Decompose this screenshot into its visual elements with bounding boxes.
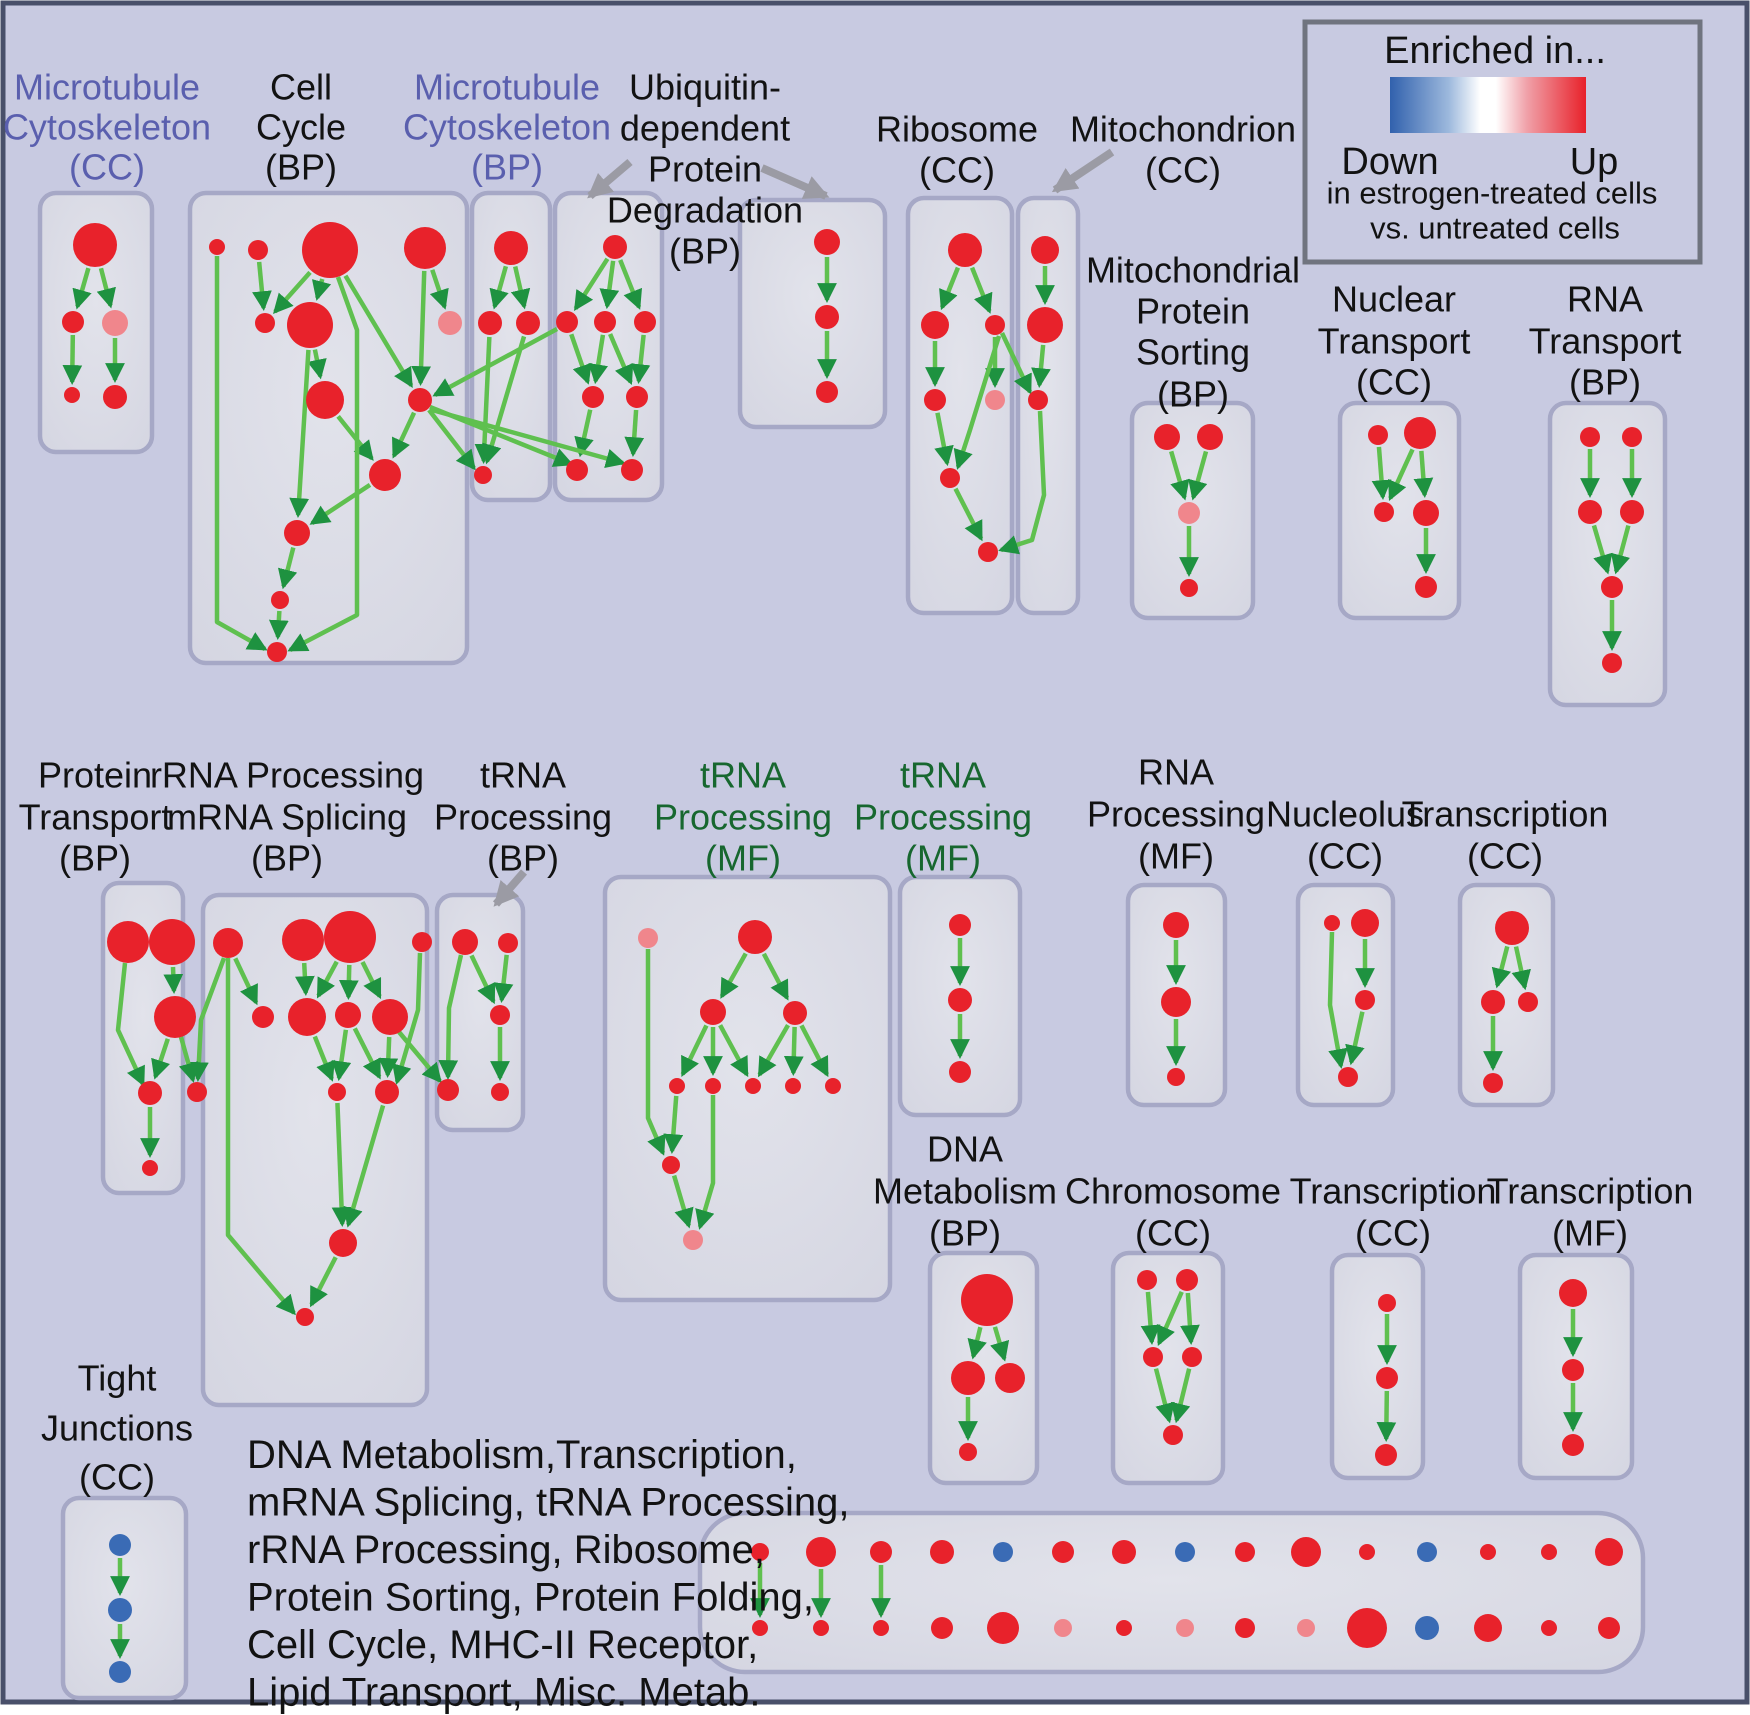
go-term-node-red (1620, 500, 1644, 524)
go-term-node-red (1338, 1067, 1358, 1087)
cluster-label-ubiquitin-degradation-bp-network: (BP) (669, 230, 741, 272)
go-term-node-red (154, 996, 196, 1038)
go-term-node-red (949, 914, 971, 936)
go-term-node-red (1518, 992, 1538, 1012)
cluster-label-rna-transport-bp: RNA (1566, 278, 1644, 320)
go-term-node-red (306, 381, 344, 419)
go-term-node-red (785, 1078, 801, 1094)
cluster-label-rna-processing-mf: Processing (1086, 793, 1266, 835)
go-term-node-red (705, 1078, 721, 1094)
cluster-label-protein-transport-bp: Transport (18, 796, 172, 838)
legend-subtitle-line1: in estrogen-treated cells (1326, 175, 1658, 211)
edge-trna-processing-mf-large (793, 1027, 794, 1073)
cluster-label-rna-transport-bp: (BP) (1569, 361, 1641, 403)
go-term-node-red (490, 1005, 510, 1025)
footer-term-list-line: Protein Sorting, Protein Folding, (247, 1575, 814, 1620)
go-term-node-red (1154, 424, 1180, 450)
cluster-label-trna-processing-mf-small: (MF) (905, 837, 981, 879)
go-term-node-blue (108, 1598, 132, 1622)
go-term-node-red (1235, 1542, 1255, 1562)
cluster-label-nucleolus-cc: Nucleolus (1265, 793, 1425, 835)
go-term-node-red (1031, 236, 1059, 264)
go-term-node-red (1235, 1618, 1255, 1638)
go-term-node-red (1167, 1068, 1185, 1086)
edge-ubiquitin-degradation-bp-network (633, 410, 636, 454)
cluster-label-trna-processing-mf-large: Processing (653, 796, 833, 838)
go-term-node-red (1580, 427, 1600, 447)
go-term-node-red (566, 459, 588, 481)
cluster-label-trna-processing-mf-small: tRNA (899, 754, 987, 796)
go-term-node-red (995, 1363, 1025, 1393)
cluster-label-dna-metabolism-bp: Metabolism (872, 1170, 1058, 1212)
cluster-label-rna-processing-mf: (MF) (1138, 835, 1214, 877)
edge-protein-transport-bp (173, 967, 174, 991)
go-term-node-red (1474, 1614, 1502, 1642)
cluster-label-nuclear-transport-cc: Nuclear (1331, 278, 1457, 320)
go-term-node-red (1197, 424, 1223, 450)
go-term-node-red (556, 311, 578, 333)
go-term-node-red (1541, 1544, 1557, 1560)
cluster-label-tight-junctions-cc: (CC) (79, 1456, 155, 1498)
go-term-node-red (142, 1160, 158, 1176)
go-term-node-red (209, 239, 225, 255)
go-term-node-red (149, 919, 195, 965)
go-term-node-red (1481, 990, 1505, 1014)
cluster-box-nuclear-transport-cc (1340, 403, 1459, 618)
go-term-node-red (252, 1006, 274, 1028)
go-term-node-red (474, 466, 492, 484)
go-term-node-red (814, 229, 840, 255)
go-term-node-red (813, 1620, 829, 1636)
cluster-label-cell-cycle-bp: Cell (269, 66, 333, 108)
go-term-node-blue (1415, 1616, 1439, 1640)
go-term-node-red (1415, 576, 1437, 598)
edge-cell-cycle-bp (278, 611, 280, 637)
cluster-label-ribosome-cc: (CC) (919, 149, 995, 191)
go-term-node-pink (683, 1230, 703, 1250)
go-term-node-red (1495, 911, 1529, 945)
cluster-label-ubiquitin-degradation-bp-network: dependent (619, 107, 791, 149)
go-term-node-red (491, 1083, 509, 1101)
go-term-node-red (64, 387, 80, 403)
go-term-node-red (404, 227, 446, 269)
edge-microtubule-cytoskeleton-cc (72, 335, 73, 382)
cluster-label-mitochondrial-protein-sorting-bp: Protein (1135, 290, 1251, 332)
go-term-node-red (1028, 390, 1048, 410)
cluster-label-microtubule-cytoskeleton-cc: Microtubule (13, 66, 201, 108)
go-term-node-pink (1054, 1619, 1072, 1637)
go-term-node-red (959, 1443, 977, 1461)
go-term-node-red (213, 928, 243, 958)
go-term-node-red (985, 315, 1005, 335)
go-term-node-red (372, 999, 408, 1035)
go-term-node-red (1483, 1073, 1503, 1093)
footer-term-list-line: Lipid Transport, Misc. Metab. (247, 1670, 761, 1715)
go-term-node-red (940, 468, 960, 488)
go-term-node-red (1324, 915, 1340, 931)
cluster-label-ribosome-cc: Ribosome (875, 108, 1039, 150)
cluster-label-trna-processing-bp: Processing (433, 796, 613, 838)
cluster-label-protein-transport-bp: (BP) (59, 837, 131, 879)
go-term-node-red (1562, 1434, 1584, 1456)
go-term-node-red (288, 998, 326, 1036)
go-term-node-red (1376, 1367, 1398, 1389)
go-term-node-blue (1417, 1542, 1437, 1562)
go-term-node-red (783, 1001, 807, 1025)
cluster-label-mitochondrial-protein-sorting-bp: Sorting (1135, 331, 1251, 373)
go-term-node-red (1602, 653, 1622, 673)
go-term-node-red (324, 911, 376, 963)
go-term-node-red (73, 223, 117, 267)
go-term-node-red (1163, 912, 1189, 938)
go-term-node-red (1595, 1538, 1623, 1566)
legend-title: Enriched in... (1384, 30, 1606, 72)
cluster-label-cell-cycle-bp: (BP) (265, 146, 337, 188)
cluster-box-chromosome-cc (1113, 1253, 1223, 1483)
go-term-node-red (62, 311, 84, 333)
go-term-node-red (930, 1540, 954, 1564)
go-term-node-red (1176, 1269, 1198, 1291)
go-term-node-red (271, 591, 289, 609)
cluster-label-rrna-processing-mrna-splicing-bp: mRNA Splicing (166, 796, 408, 838)
go-term-node-red (412, 932, 432, 952)
go-term-node-red (1027, 307, 1063, 343)
go-term-node-red (375, 1080, 399, 1104)
go-term-node-red (1137, 1270, 1157, 1290)
cluster-label-trna-processing-mf-small: Processing (853, 796, 1033, 838)
go-term-node-red (1182, 1347, 1202, 1367)
go-term-node-red (948, 233, 982, 267)
go-term-node-pink (1297, 1619, 1315, 1637)
go-term-node-red (621, 459, 643, 481)
go-term-node-red (1374, 502, 1394, 522)
go-term-node-red (1143, 1347, 1163, 1367)
go-term-node-red (1578, 500, 1602, 524)
go-term-node-blue (109, 1534, 131, 1556)
go-term-node-red (948, 988, 972, 1012)
go-term-node-red (825, 1078, 841, 1094)
go-term-node-red (516, 311, 540, 335)
cluster-box-rrna-processing-mrna-splicing-bp (203, 895, 427, 1405)
cluster-label-ubiquitin-degradation-bp-network: Protein (647, 148, 763, 190)
go-term-node-red (1480, 1544, 1496, 1560)
cluster-label-transcription-cc-upper: Transcription (1401, 793, 1609, 835)
legend-up-label: Up (1569, 141, 1619, 183)
cluster-label-nuclear-transport-cc: (CC) (1356, 361, 1432, 403)
go-term-node-pink (1178, 502, 1200, 524)
cluster-box-ubiquitin-degradation-bp-chain (740, 200, 885, 427)
go-term-node-pink (438, 311, 462, 335)
go-term-node-red (815, 305, 839, 329)
go-term-node-red (478, 311, 502, 335)
cluster-label-ubiquitin-degradation-bp-network: Degradation (606, 189, 804, 231)
cluster-label-protein-transport-bp: Protein (37, 754, 153, 796)
go-term-node-red (1413, 500, 1439, 526)
go-term-node-red (873, 1620, 889, 1636)
go-term-node-red (494, 231, 528, 265)
go-term-node-red (924, 389, 946, 411)
legend-down-label: Down (1341, 141, 1439, 183)
go-term-node-red (1180, 579, 1198, 597)
go-term-node-red (594, 311, 616, 333)
go-term-node-red (603, 235, 627, 259)
go-term-node-pink (985, 390, 1005, 410)
go-term-node-red (700, 999, 726, 1025)
go-term-node-red (107, 921, 149, 963)
go-term-node-red (103, 385, 127, 409)
cluster-label-nuclear-transport-cc: Transport (1317, 320, 1471, 362)
cluster-label-mitochondrial-protein-sorting-bp: Mitochondrial (1085, 249, 1301, 291)
footer-term-list-line: Cell Cycle, MHC-II Receptor, (247, 1623, 759, 1667)
footer-term-list-line: mRNA Splicing, tRNA Processing, (247, 1480, 850, 1525)
go-term-node-blue (109, 1661, 131, 1683)
go-term-node-red (921, 311, 949, 339)
cluster-label-tight-junctions-cc: Tight (77, 1357, 157, 1399)
cluster-label-trna-processing-mf-large: (MF) (705, 837, 781, 879)
go-term-node-red (738, 920, 772, 954)
cluster-label-mitochondrion-cc: Mitochondrion (1069, 108, 1297, 150)
go-term-node-red (1291, 1537, 1321, 1567)
cluster-label-transcription-cc-upper: (CC) (1467, 835, 1543, 877)
go-term-node-red (452, 929, 478, 955)
cluster-label-ubiquitin-degradation-bp-network: Ubiquitin- (628, 66, 782, 108)
go-term-node-red (1368, 425, 1388, 445)
cluster-label-trna-processing-bp: (BP) (487, 837, 559, 879)
go-term-node-red (870, 1541, 892, 1563)
cluster-label-microtubule-cytoskeleton-bp: Cytoskeleton (402, 106, 612, 148)
go-term-node-red (1161, 987, 1191, 1017)
go-term-node-red (745, 1078, 761, 1094)
cluster-label-tight-junctions-cc: Junctions (40, 1407, 194, 1449)
go-term-node-red (284, 520, 310, 546)
go-term-node-red (806, 1537, 836, 1567)
go-term-node-red (287, 302, 333, 348)
legend-subtitle-line2: vs. untreated cells (1370, 210, 1620, 246)
edge-rrna-processing-mrna-splicing-bp (304, 963, 306, 993)
go-term-node-red (296, 1308, 314, 1326)
edge-rrna-processing-mrna-splicing-bp (388, 1037, 390, 1075)
go-term-node-red (1601, 576, 1623, 598)
go-term-node-red (369, 459, 401, 491)
cluster-label-mitochondrion-cc: (CC) (1145, 149, 1221, 191)
go-term-node-red (949, 1061, 971, 1083)
edge-transcription-cc-lower (1386, 1391, 1387, 1439)
go-term-node-blue (993, 1542, 1013, 1562)
cluster-box-misc-terms (700, 1513, 1643, 1672)
cluster-label-chromosome-cc: (CC) (1135, 1212, 1211, 1254)
go-term-node-red (408, 388, 432, 412)
go-term-node-red (978, 542, 998, 562)
go-term-node-red (248, 240, 268, 260)
go-term-node-red (255, 313, 275, 333)
cluster-label-rna-processing-mf: RNA (1137, 751, 1215, 793)
cluster-box-transcription-cc-lower (1332, 1255, 1423, 1478)
cluster-label-rna-transport-bp: Transport (1528, 320, 1682, 362)
cluster-label-rrna-processing-mrna-splicing-bp: rRNA Processing (149, 754, 425, 796)
go-term-node-red (1559, 1279, 1587, 1307)
go-term-node-red (816, 381, 838, 403)
go-term-node-red (1541, 1620, 1557, 1636)
go-term-node-red (669, 1078, 685, 1094)
go-term-node-red (1622, 427, 1642, 447)
cluster-label-mitochondrial-protein-sorting-bp: (BP) (1157, 373, 1229, 415)
cluster-label-microtubule-cytoskeleton-cc: (CC) (69, 146, 145, 188)
go-term-node-red (329, 1229, 357, 1257)
go-term-node-red (1375, 1444, 1397, 1466)
cluster-label-transcription-cc-lower: Transcription (1289, 1170, 1497, 1212)
go-term-node-red (328, 1083, 346, 1101)
go-term-node-red (1378, 1294, 1396, 1312)
go-term-node-red (634, 311, 656, 333)
go-term-node-red (1562, 1359, 1584, 1381)
cluster-label-microtubule-cytoskeleton-bp: Microtubule (413, 66, 601, 108)
cluster-label-trna-processing-mf-large: tRNA (699, 754, 787, 796)
go-term-node-red (1355, 990, 1375, 1010)
footer-term-list-line: rRNA Processing, Ribosome, (247, 1528, 765, 1572)
cluster-label-nucleolus-cc: (CC) (1307, 835, 1383, 877)
cluster-label-transcription-mf: Transcription (1486, 1170, 1694, 1212)
cluster-label-transcription-cc-lower: (CC) (1355, 1212, 1431, 1254)
go-term-node-red (1404, 417, 1436, 449)
go-term-node-red (302, 222, 358, 278)
cluster-label-chromosome-cc: Chromosome (1064, 1170, 1282, 1212)
go-term-node-pink (638, 928, 658, 948)
go-term-node-red (662, 1156, 680, 1174)
go-term-node-red (187, 1082, 207, 1102)
go-term-node-red (961, 1274, 1013, 1326)
cluster-label-dna-metabolism-bp: DNA (926, 1128, 1004, 1170)
go-term-node-red (987, 1612, 1019, 1644)
go-term-node-red (138, 1081, 162, 1105)
cluster-label-cell-cycle-bp: Cycle (255, 106, 347, 148)
go-term-node-red (498, 933, 518, 953)
go-term-node-red (951, 1361, 985, 1395)
footer-term-list-line: DNA Metabolism,Transcription, (247, 1433, 797, 1477)
cluster-label-dna-metabolism-bp: (BP) (929, 1212, 1001, 1254)
go-term-node-red (626, 386, 648, 408)
cluster-label-trna-processing-bp: tRNA (479, 754, 567, 796)
edge-rrna-processing-mrna-splicing-bp (348, 965, 349, 997)
go-term-node-red (335, 1002, 361, 1028)
go-term-node-red (1598, 1617, 1620, 1639)
cluster-label-rrna-processing-mrna-splicing-bp: (BP) (251, 837, 323, 879)
cluster-label-transcription-mf: (MF) (1552, 1212, 1628, 1254)
go-term-node-red (437, 1079, 459, 1101)
go-term-node-red (1351, 909, 1379, 937)
go-term-node-blue (1175, 1542, 1195, 1562)
go-term-node-pink (102, 310, 128, 336)
go-term-node-red (1359, 1544, 1375, 1560)
go-term-node-red (931, 1617, 953, 1639)
go-term-node-red (282, 919, 324, 961)
cluster-label-microtubule-cytoskeleton-bp: (BP) (471, 146, 543, 188)
go-term-node-red (1116, 1620, 1132, 1636)
go-term-node-red (1112, 1540, 1136, 1564)
go-term-node-red (1347, 1608, 1387, 1648)
edge-chromosome-cc (1188, 1293, 1191, 1342)
go-term-node-red (582, 386, 604, 408)
go-term-node-pink (1176, 1619, 1194, 1637)
cluster-label-microtubule-cytoskeleton-cc: Cytoskeleton (2, 106, 212, 148)
go-term-node-red (267, 642, 287, 662)
go-term-node-red (1163, 1425, 1183, 1445)
go-term-node-red (1052, 1541, 1074, 1563)
legend-colorbar (1390, 77, 1586, 133)
